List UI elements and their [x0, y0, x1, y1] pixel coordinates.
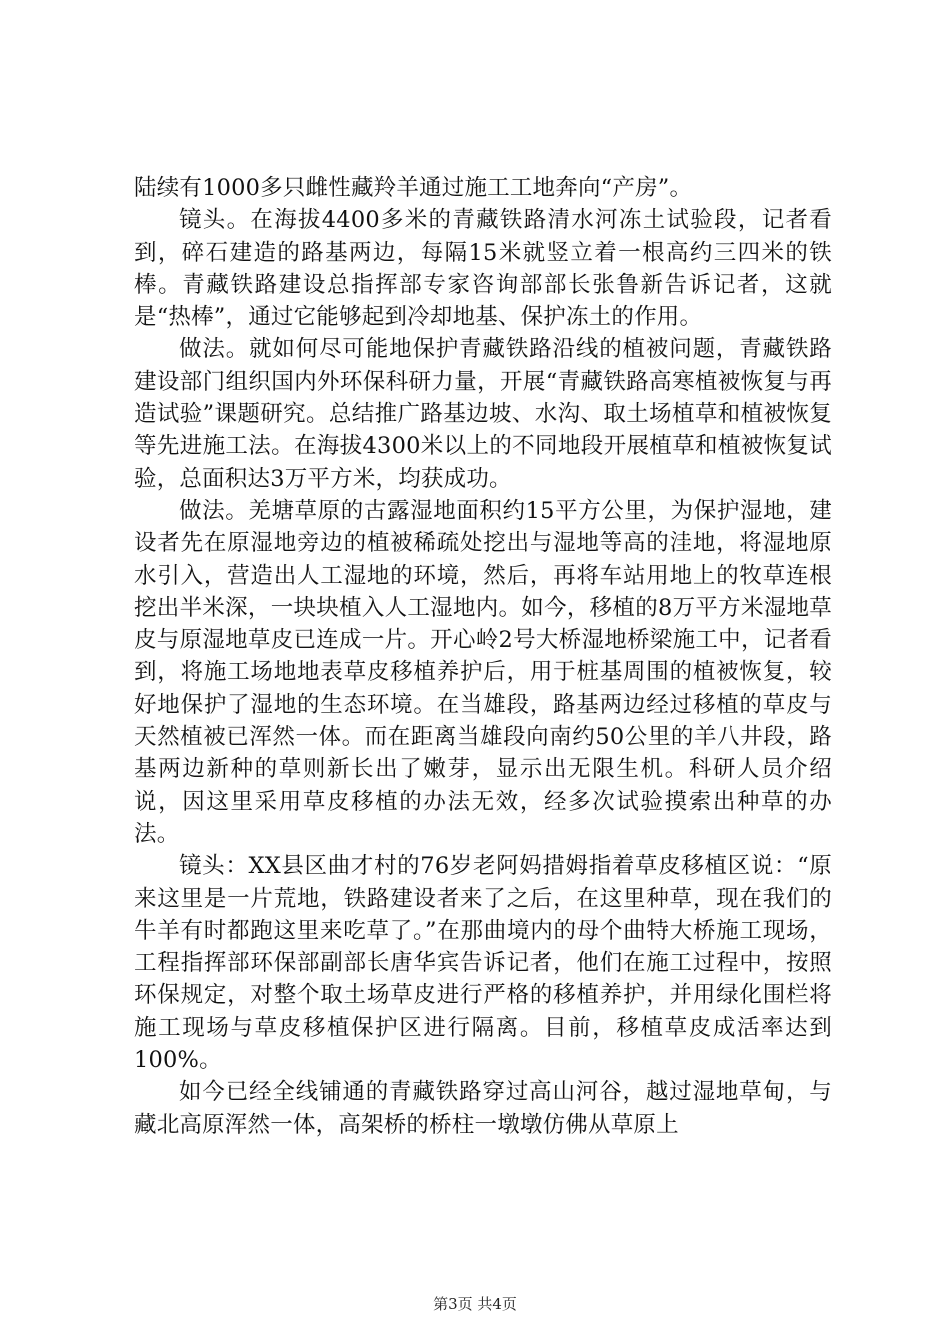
paragraph-method-vegetation: 做法。就如何尽可能地保护青藏铁路沿线的植被问题，青藏铁路建设部门组织国内外环保科研力量，开展“青藏铁路高寒植被恢复与再造试验”课题研究。总结推广路基边坡、水沟、取土场植草和植被恢复等先进施工法。在海拔4300米以上的不同地段开展植草和植被恢复试验，总面积达3万平方米，均获成功。: [134, 336, 832, 492]
paragraph-method-wetland: 做法。羌塘草原的古露湿地面积约15平方公里，为保护湿地，建设者先在原湿地旁边的植被稀疏处挖出与湿地等高的洼地，将湿地原水引入，营造出人工湿地的环境，然后，再将车站用地上的牧草连根挖出半米深，一块块植入人工湿地内。如今，移植的8万平方米湿地草皮与原湿地草皮已连成一片。开心岭2号大桥湿地桥梁施工中，记者看到，将施工场地地表草皮移植养护后，用于桩基周围的植被恢复，较好地保护了湿地的生态环境。在当雄段，路基两边经过移植的草皮与天然植被已浑然一体。而在距离当雄段向南约50公里的羊八井段，路基两边新种的草则新长出了嫩芽，显示出无限生机。科研人员介绍说，因这里采用草皮移植的办法无效，经多次试验摸索出种草的办法。: [134, 497, 832, 847]
paragraph-camera-village: 镜头：XX县区曲才村的76岁老阿妈措姆指着草皮移植区说：“原来这里是一片荒地，铁路建设者来了之后，在这里种草，现在我们的牛羊有时都跑这里来吃草了。”在那曲境内的母个曲特大桥施工现场，工程指挥部环保部副部长唐华宾告诉记者，他们在施工过程中，按照环保规定，对整个取土场草皮进行严格的移植养护，并用绿化围栏将施工现场与草皮移植保护区进行隔离。目前，移植草皮成活率达到100%。: [134, 853, 832, 1074]
page-footer: 第3页 共4页: [433, 1295, 517, 1313]
document-body: [134, 172, 832, 1141]
paragraph-closing: 如今已经全线铺通的青藏铁路穿过高山河谷，越过湿地草甸，与藏北高原浑然一体，高架桥的桥柱一墩墩仿佛从草原上: [134, 1079, 832, 1138]
paragraph-continuation: 陆续有1000多只雌性藏羚羊通过施工工地奔向“产房”。: [134, 175, 693, 201]
paragraph-camera-frozen-soil: 镜头。在海拔4400多米的青藏铁路清水河冻土试验段，记者看到，碎石建造的路基两边，每隔15米就竖立着一根高约三四米的铁棒。青藏铁路建设总指挥部专家咨询部部长张鲁新告诉记者，这就是“热棒”，通过它能够起到冷却地基、保护冻土的作用。: [134, 207, 832, 331]
